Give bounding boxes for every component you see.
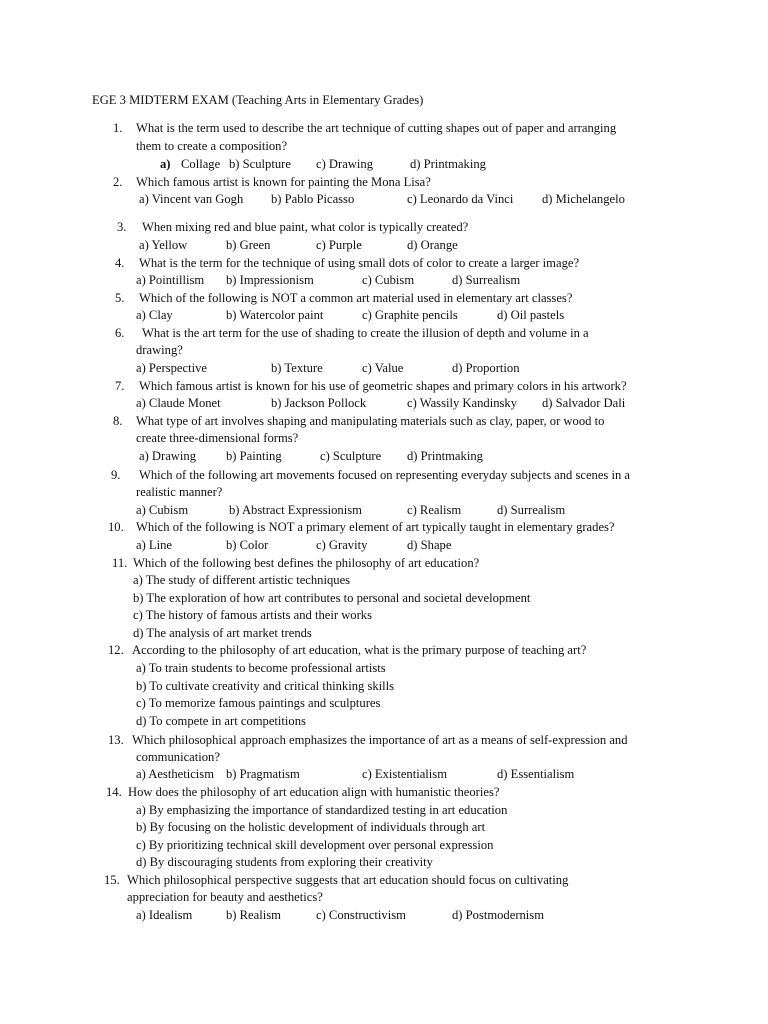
question-number: 1.	[113, 121, 123, 135]
answer-option: d) Essentialism	[497, 767, 575, 781]
answer-option: c) Drawing	[316, 157, 373, 171]
question-text: communication?	[136, 750, 220, 764]
question-number: 13.	[108, 733, 124, 747]
answer-option: d) Oil pastels	[497, 308, 565, 322]
answer-option: c) Existentialism	[362, 767, 447, 781]
answer-option: b) Green	[226, 238, 271, 252]
question-text: According to the philosophy of art education, what is the primary purpose of teaching art?	[132, 643, 587, 657]
answer-option: c) Realism	[407, 503, 462, 517]
question-number: 3.	[117, 220, 127, 234]
answer-option: a) Claude Monet	[136, 396, 221, 410]
answer-option: c) Purple	[316, 238, 362, 252]
question-text: Which philosophical perspective suggests that art education should focus on cultivating	[127, 873, 569, 887]
answer-option: c) Wassily Kandinsky	[407, 396, 517, 410]
question-text: Which of the following is NOT a common art material used in elementary art classes?	[139, 291, 573, 305]
question-text: realistic manner?	[136, 485, 223, 499]
question-text: When mixing red and blue paint, what color is typically created?	[142, 220, 469, 234]
question-number: 5.	[115, 291, 125, 305]
answer-option: b) The exploration of how art contributes to personal and societal development	[133, 591, 531, 605]
answer-option: c) The history of famous artists and their works	[133, 608, 372, 622]
answer-option: d) Printmaking	[407, 449, 483, 463]
question-number: 12.	[108, 643, 124, 657]
exam-title: EGE 3 MIDTERM EXAM (Teaching Arts in Elementary Grades)	[92, 93, 424, 107]
answer-option: b) Impressionism	[226, 273, 314, 287]
question-number: 7.	[115, 379, 125, 393]
answer-option: a)	[160, 157, 171, 171]
question-text: Which famous artist is known for his use of geometric shapes and primary colors in his artwork?	[139, 379, 627, 393]
answer-option: c) Constructivism	[316, 908, 406, 922]
answer-option: c) Cubism	[362, 273, 415, 287]
question-text: What is the art term for the use of shading to create the illusion of depth and volume in a	[142, 326, 589, 340]
question-text: What is the term used to describe the art technique of cutting shapes out of paper and arranging	[136, 121, 617, 135]
question-number: 6.	[115, 326, 125, 340]
answer-option: d) Printmaking	[410, 157, 486, 171]
answer-option: a) Cubism	[136, 503, 189, 517]
answer-option: a) Idealism	[136, 908, 193, 922]
answer-option: b) To cultivate creativity and critical thinking skills	[136, 679, 395, 693]
answer-option: b) Realism	[226, 908, 281, 922]
answer-option: a) Pointillism	[136, 273, 205, 287]
answer-option: a) To train students to become professional artists	[136, 661, 386, 675]
answer-option: b) Color	[226, 538, 269, 552]
answer-option: c) To memorize famous paintings and sculptures	[136, 696, 381, 710]
question-text: create three-dimensional forms?	[136, 431, 299, 445]
question-text: Which famous artist is known for painting the Mona Lisa?	[136, 175, 431, 189]
answer-option: b) Pablo Picasso	[271, 192, 355, 206]
answer-option: b) Jackson Pollock	[271, 396, 367, 410]
answer-option: a) The study of different artistic techniques	[133, 573, 351, 587]
question-number: 2.	[113, 175, 123, 189]
answer-option: d) Orange	[407, 238, 458, 252]
answer-option: c) By prioritizing technical skill development over personal expression	[136, 838, 494, 852]
answer-option: a) Drawing	[139, 449, 196, 463]
answer-option: a) Perspective	[136, 361, 207, 375]
answer-option: a) Line	[136, 538, 173, 552]
answer-option: b) Texture	[271, 361, 323, 375]
answer-option: c) Gravity	[316, 538, 368, 552]
answer-option: b) Abstract Expressionism	[229, 503, 362, 517]
answer-option: c) Graphite pencils	[362, 308, 458, 322]
answer-option: a) Yellow	[139, 238, 188, 252]
answer-option: b) By focusing on the holistic development of individuals through art	[136, 820, 486, 834]
answer-option: d) Surrealism	[452, 273, 521, 287]
answer-option: d) By discouraging students from exploring their creativity	[136, 855, 433, 869]
answer-option: a) Aestheticism	[136, 767, 214, 781]
question-text: How does the philosophy of art education align with humanistic theories?	[128, 785, 500, 799]
answer-option: b) Watercolor paint	[226, 308, 324, 322]
question-number: 8.	[113, 414, 123, 428]
answer-option: b) Painting	[226, 449, 282, 463]
answer-option: d) Postmodernism	[452, 908, 545, 922]
question-number: 4.	[115, 256, 125, 270]
question-text: Which of the following art movements focused on representing everyday subjects and scenes in a	[139, 468, 631, 482]
answer-option: d) The analysis of art market trends	[133, 626, 312, 640]
question-number: 9.	[111, 468, 121, 482]
answer-option: c) Sculpture	[320, 449, 382, 463]
question-number: 14.	[106, 785, 122, 799]
answer-option: d) Salvador Dali	[542, 396, 626, 410]
answer-option: d) Surrealism	[497, 503, 566, 517]
question-text: Which of the following best defines the philosophy of art education?	[133, 556, 480, 570]
question-number: 15.	[104, 873, 120, 887]
answer-option: b) Sculpture	[229, 157, 291, 171]
question-number: 11.	[112, 556, 128, 570]
question-text: Which philosophical approach emphasizes the importance of art as a means of self-expression and	[132, 733, 628, 747]
answer-option: b) Pragmatism	[226, 767, 300, 781]
question-text: appreciation for beauty and aesthetics?	[127, 890, 323, 904]
answer-option: c) Value	[362, 361, 404, 375]
answer-option: Collage	[181, 157, 221, 171]
answer-option: d) Shape	[407, 538, 452, 552]
answer-option: a) Clay	[136, 308, 173, 322]
answer-option: c) Leonardo da Vinci	[407, 192, 514, 206]
question-text: What is the term for the technique of using small dots of color to create a larger image?	[139, 256, 580, 270]
answer-option: a) By emphasizing the importance of standardized testing in art education	[136, 803, 508, 817]
question-text: them to create a composition?	[136, 139, 288, 153]
question-text: Which of the following is NOT a primary element of art typically taught in elementary grades?	[136, 520, 615, 534]
question-text: drawing?	[136, 343, 183, 357]
question-text: What type of art involves shaping and manipulating materials such as clay, paper, or wood to	[136, 414, 605, 428]
question-number: 10.	[108, 520, 124, 534]
answer-option: d) Proportion	[452, 361, 520, 375]
answer-option: d) Michelangelo	[542, 192, 625, 206]
answer-option: d) To compete in art competitions	[136, 714, 306, 728]
answer-option: a) Vincent van Gogh	[139, 192, 244, 206]
